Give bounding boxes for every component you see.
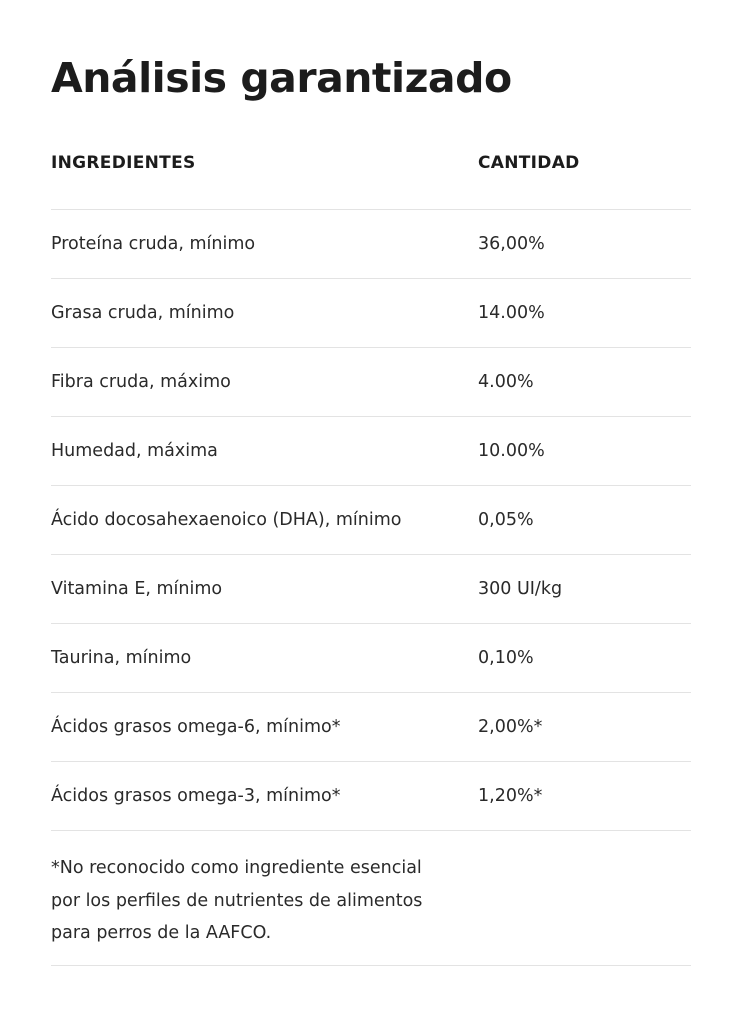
amount-cell: 36,00% <box>478 234 545 254</box>
footnote-divider <box>51 965 691 966</box>
ingredient-cell: Ácido docosahexaenoico (DHA), mínimo <box>51 510 402 530</box>
table-body <box>51 210 691 831</box>
amount-cell: 14.00% <box>478 303 545 323</box>
ingredient-cell: Grasa cruda, mínimo <box>51 303 235 323</box>
table-header <box>51 148 691 178</box>
header-ingredients: INGREDIENTES <box>51 153 196 173</box>
ingredient-cell: Taurina, mínimo <box>51 648 192 668</box>
table-row <box>51 348 691 417</box>
amount-cell: 300 UI/kg <box>478 579 563 599</box>
amount-cell: 4.00% <box>478 372 534 392</box>
footnote <box>51 852 451 950</box>
ingredient-cell: Fibra cruda, máximo <box>51 372 231 392</box>
page-title: Análisis garantizado <box>51 54 512 102</box>
header-amount: CANTIDAD <box>478 153 580 173</box>
table-row <box>51 417 691 486</box>
table-row <box>51 486 691 555</box>
footnote-line: *No reconocido como ingrediente esencial <box>51 858 422 878</box>
amount-cell: 0,05% <box>478 510 534 530</box>
ingredient-cell: Proteína cruda, mínimo <box>51 234 256 254</box>
ingredient-cell: Ácidos grasos omega-6, mínimo* <box>51 717 341 737</box>
ingredient-cell: Vitamina E, mínimo <box>51 579 223 599</box>
table-row <box>51 693 691 762</box>
amount-cell: 0,10% <box>478 648 534 668</box>
amount-cell: 2,00%* <box>478 717 543 737</box>
amount-cell: 10.00% <box>478 441 545 461</box>
footnote-line: por los perfiles de nutrientes de alimentos <box>51 890 423 911</box>
footnote-line: para perros de la AAFCO. <box>51 923 272 943</box>
table-row <box>51 279 691 348</box>
table-row <box>51 210 691 279</box>
ingredient-cell: Humedad, máxima <box>51 441 218 461</box>
table-row <box>51 762 691 831</box>
ingredient-cell: Ácidos grasos omega-3, mínimo* <box>51 786 341 806</box>
table-row <box>51 555 691 624</box>
table-row <box>51 624 691 693</box>
amount-cell: 1,20%* <box>478 786 543 806</box>
